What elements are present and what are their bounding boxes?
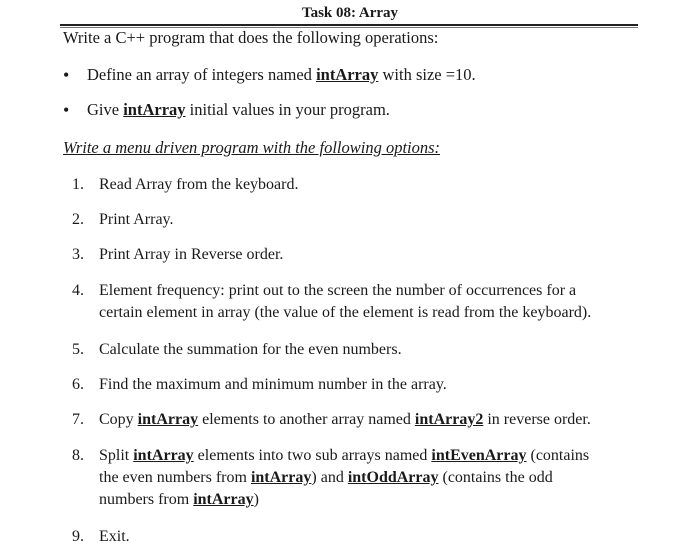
bullet-text: Give intArray initial values in your program. bbox=[87, 100, 390, 119]
item-text: Print Array in Reverse order. bbox=[99, 246, 284, 263]
item-text: Find the maximum and minimum number in the array. bbox=[99, 376, 447, 393]
item-text: certain element in array (the value of the element is read from the keyboard). bbox=[99, 304, 592, 321]
keyword-intodd: intOddArray bbox=[347, 469, 439, 486]
item-text: Split intArray elements into two sub arrays named intEvenArray (contains bbox=[99, 447, 590, 464]
item-number: 4. bbox=[72, 282, 84, 299]
keyword-intarray: intArray bbox=[123, 100, 186, 119]
bullet-icon: • bbox=[63, 65, 70, 85]
item-text: Exit. bbox=[99, 528, 130, 545]
item-text: Calculate the summation for the even numbers. bbox=[99, 341, 402, 358]
item-text: Print Array. bbox=[99, 211, 174, 228]
item-number: 3. bbox=[72, 246, 84, 263]
item-number: 6. bbox=[72, 376, 84, 393]
menu-heading: Write a menu driven program with the following options: bbox=[63, 138, 441, 157]
item-number: 7. bbox=[72, 411, 84, 428]
item-text: Read Array from the keyboard. bbox=[99, 176, 299, 193]
keyword-intarray: intArray bbox=[193, 491, 254, 508]
keyword-intarray: intArray bbox=[316, 65, 379, 84]
item-number: 5. bbox=[72, 341, 84, 358]
keyword-intarray2: intArray2 bbox=[414, 411, 484, 428]
item-number: 8. bbox=[72, 447, 84, 464]
item-text: numbers from intArray) bbox=[99, 491, 259, 508]
keyword-intarray: intArray bbox=[137, 411, 199, 428]
intro-text: Write a C++ program that does the following operations: bbox=[63, 28, 439, 47]
item-text: Element frequency: print out to the screen the number of occurrences for a bbox=[99, 282, 577, 299]
keyword-intarray: intArray bbox=[250, 469, 312, 486]
bullet-icon: • bbox=[63, 100, 70, 120]
item-number: 9. bbox=[72, 528, 84, 545]
bullet-text: Define an array of integers named intArray with size =10. bbox=[87, 65, 476, 84]
keyword-intarray: intArray bbox=[133, 447, 194, 464]
item-text: Copy intArray elements to another array named intArray2 in reverse order. bbox=[99, 411, 591, 428]
keyword-inteven: intEvenArray bbox=[431, 447, 527, 464]
item-number: 2. bbox=[72, 211, 84, 228]
item-text: the even numbers from intArray) and intOddArray (contains the odd bbox=[99, 469, 553, 486]
item-number: 1. bbox=[72, 176, 84, 193]
page-title: Task 08: Array bbox=[301, 5, 399, 21]
